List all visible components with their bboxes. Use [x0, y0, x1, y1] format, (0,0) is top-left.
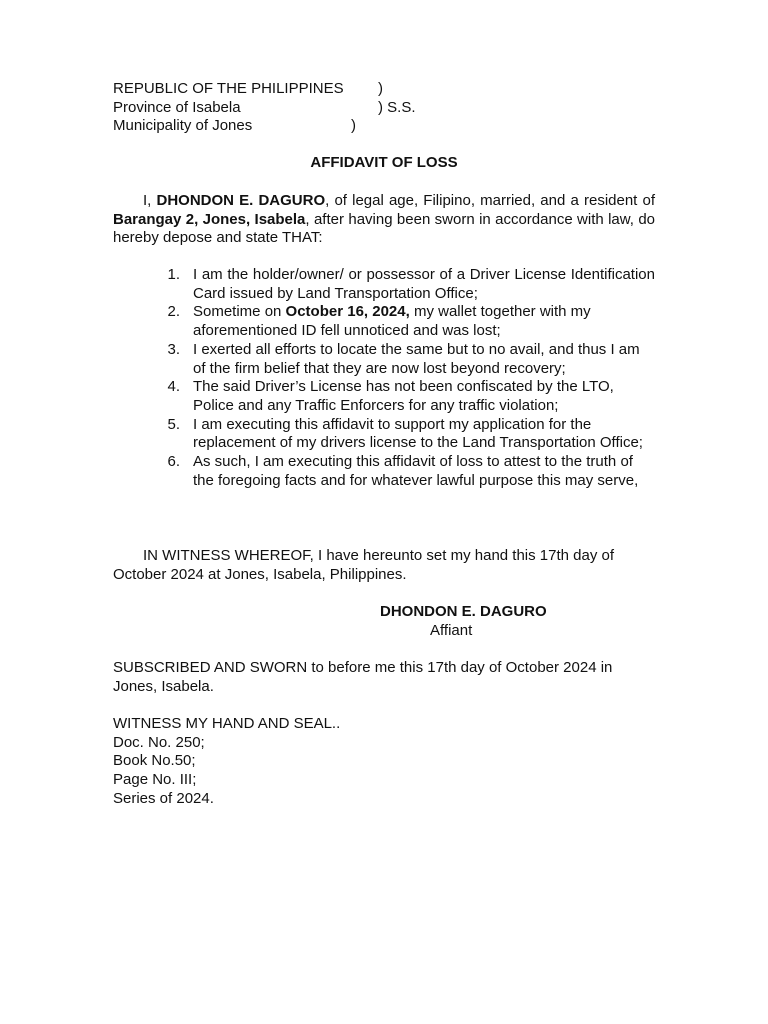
list-item-text: I am the holder/owner/ or possessor of a Driver License Identification Card issued by Land Transportation Office; — [193, 266, 655, 302]
list-item — [160, 341, 655, 378]
list-number: 6. — [167, 453, 180, 471]
affiant-label: Affiant — [430, 622, 473, 639]
caption-paren-ss: ) S.S. — [378, 98, 416, 116]
series-year: Series of 2024. — [113, 789, 214, 807]
affiant-name-inline: DHONDON E. DAGURO — [156, 192, 326, 209]
list-item — [160, 266, 655, 303]
caption-paren: ) — [351, 117, 356, 135]
book-number: Book No.50; — [113, 752, 196, 770]
caption-row-municipality — [113, 117, 433, 136]
list-item-text: I exerted all efforts to locate the same but to no avail, and thus I am of the firm belief that they are now lost beyond recovery; — [193, 340, 640, 377]
page-number: Page No. III; — [113, 771, 197, 789]
statement-list — [160, 266, 655, 490]
subscribed-paragraph: SUBSCRIBED AND SWORN to before me this 17th day of October 2024 in Jones, Isabela. — [113, 659, 613, 695]
republic-text: REPUBLIC OF THE PHILIPPINES — [113, 80, 344, 97]
document-title: AFFIDAVIT OF LOSS — [310, 154, 458, 171]
list-item-text: The said Driver’s License has not been confiscated by the LTO, Police and any Traffic Enforcers for any traffic violation; — [193, 378, 614, 414]
intro-text: , of legal age, Filipino, married, and a resident of — [325, 192, 656, 209]
witness-seal-line: WITNESS MY HAND AND SEAL.. — [113, 715, 341, 732]
list-item-text: I am executing this affidavit to support my application for the replacement of my drivers license to the Land Transportation Office; — [193, 415, 643, 452]
list-item — [160, 416, 655, 453]
intro-paragraph — [113, 192, 655, 248]
witness-whereof-paragraph: IN WITNESS WHEREOF, I have hereunto set my hand this 17th day of October 2024 at Jones, Isabela, Philippines. — [113, 547, 615, 583]
list-item-text: Sometime on — [193, 303, 286, 321]
list-number: 5. — [167, 415, 180, 433]
list-item — [160, 378, 655, 415]
province-text: Province of Isabela — [113, 98, 241, 116]
municipality-text: Municipality of Jones — [113, 117, 253, 135]
loss-date: October 16, 2024, — [285, 303, 410, 321]
affiant-address: Barangay 2, Jones, Isabela — [113, 210, 306, 228]
list-number: 1. — [167, 266, 180, 283]
list-number: 2. — [167, 303, 180, 321]
venue-caption — [113, 80, 433, 136]
list-item-text: As such, I am executing this affidavit of loss to attest to the truth of the foregoing facts and for whatever lawful purpose this may serve, — [193, 453, 639, 489]
caption-paren: ) — [378, 80, 383, 97]
list-item — [160, 303, 655, 340]
caption-row-province — [113, 99, 433, 118]
list-item-text: my wallet together with my aforementioned ID fell unnoticed and was lost; — [193, 303, 591, 340]
notarial-block — [113, 715, 340, 809]
list-number: 4. — [167, 378, 180, 396]
intro-text: , after having been sworn in accordance with law, do hereby depose and state THAT: — [113, 210, 656, 247]
list-number: 3. — [167, 340, 180, 358]
affiant-signature-name: DHONDON E. DAGURO — [380, 603, 547, 620]
doc-number: Doc. No. 250; — [113, 733, 205, 751]
caption-row-republic — [113, 80, 433, 99]
intro-text: I, — [143, 192, 157, 209]
list-item — [160, 453, 655, 490]
